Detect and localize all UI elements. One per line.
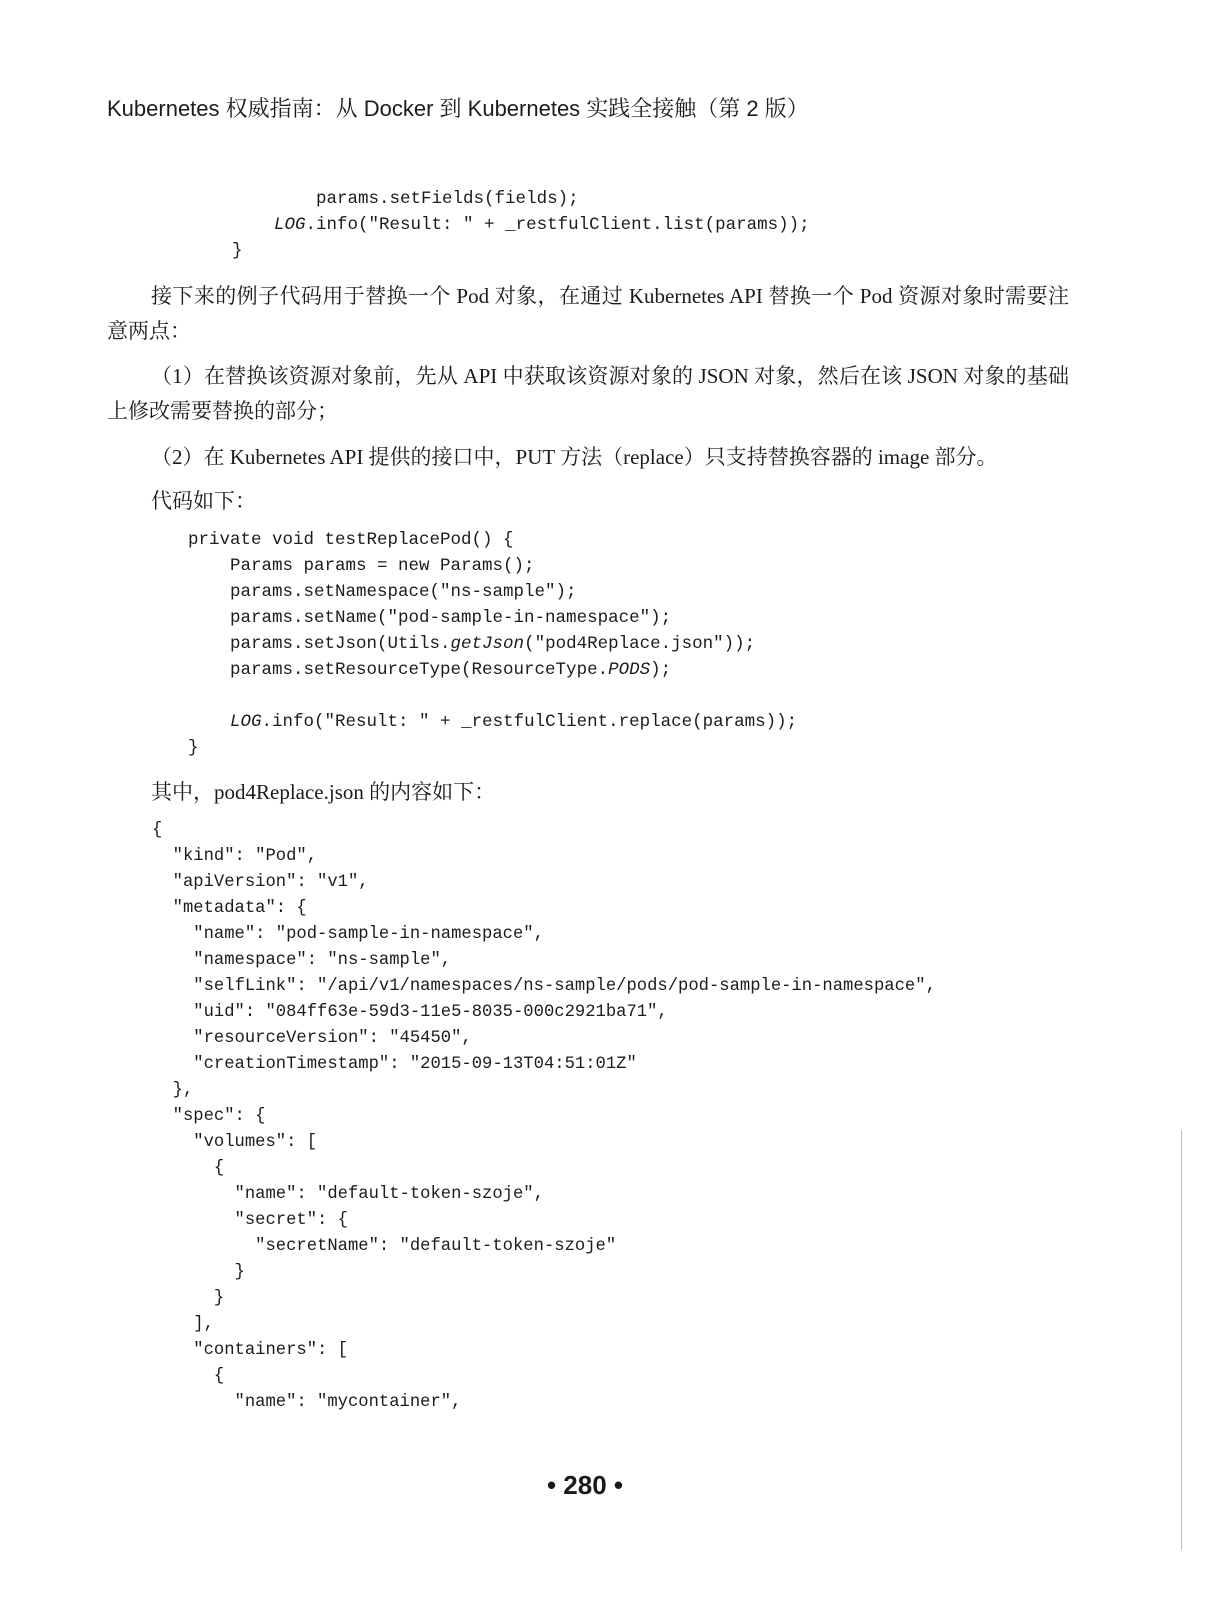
- paragraph-text: 其中，pod4Replace.json 的内容如下：: [151, 780, 496, 804]
- code-text: .info("Result: " + _restfulClient.list(params));: [305, 215, 810, 235]
- paragraph-code-intro: [107, 484, 1069, 519]
- code-line: private void testReplacePod() {: [188, 530, 514, 550]
- scan-edge-line: [1181, 1130, 1182, 1550]
- code-line: "volumes": [: [152, 1133, 318, 1152]
- paragraph-intro: [107, 279, 1069, 349]
- code-line: },: [152, 1081, 194, 1100]
- code-line: "apiVersion": "v1",: [152, 873, 369, 892]
- page-number: • 280 •: [546, 1470, 624, 1500]
- code-line: [190, 186, 810, 212]
- code-line: }: [152, 1263, 245, 1282]
- paragraph-point-1: [107, 359, 1069, 429]
- code-line: }: [152, 1289, 225, 1308]
- code-line: "creationTimestamp": "2015-09-13T04:51:01Z": [152, 1055, 637, 1074]
- code-line: [188, 709, 797, 735]
- code-line: "resourceVersion": "45450",: [152, 1029, 472, 1048]
- code-text: );: [650, 660, 672, 680]
- code-block-json: [152, 818, 936, 1416]
- code-text: params.setFields(fields);: [232, 189, 579, 209]
- code-text: }: [190, 241, 243, 261]
- code-line: params.setName("pod-sample-in-namespace");: [188, 608, 672, 628]
- code-line: "secretName": "default-token-szoje": [152, 1237, 617, 1256]
- code-line: "name": "default-token-szoje",: [152, 1185, 544, 1204]
- code-text: .info("Result: " + _restfulClient.replace(params));: [261, 712, 798, 732]
- code-line: "containers": [: [152, 1341, 348, 1360]
- code-italic: getJson: [450, 634, 525, 654]
- code-line: "name": "pod-sample-in-namespace",: [152, 925, 544, 944]
- code-line: [188, 631, 797, 657]
- paragraph-point-2: [107, 440, 1069, 475]
- code-line: "selfLink": "/api/v1/namespaces/ns-sample/pods/pod-sample-in-namespace",: [152, 977, 936, 996]
- code-line: }: [188, 738, 199, 758]
- code-line: params.setNamespace("ns-sample");: [188, 582, 577, 602]
- code-text: ("pod4Replace.json"));: [524, 634, 756, 654]
- code-line: [190, 238, 810, 264]
- code-italic: LOG: [274, 215, 306, 235]
- code-line: "metadata": {: [152, 899, 307, 918]
- code-text: params.setJson(Utils.: [188, 634, 451, 654]
- code-line: Params params = new Params();: [188, 556, 535, 576]
- code-line: ],: [152, 1315, 214, 1334]
- code-line: [188, 657, 797, 683]
- code-text: params.setResourceType(ResourceType.: [188, 660, 609, 680]
- code-line: "namespace": "ns-sample",: [152, 951, 452, 970]
- paragraph-text: 接下来的例子代码用于替换一个 Pod 对象，在通过 Kubernetes API 替换一个 Pod 资源对象时需要注意两点：: [107, 284, 1069, 343]
- code-line: "secret": {: [152, 1211, 348, 1230]
- code-italic: PODS: [608, 660, 651, 680]
- code-line: {: [152, 1367, 225, 1386]
- code-block-list: [190, 186, 810, 264]
- code-line: "name": "mycontainer",: [152, 1393, 462, 1412]
- running-header: Kubernetes 权威指南：从 Docker 到 Kubernetes 实践全接触（第 2 版）: [107, 96, 809, 121]
- code-line: "spec": {: [152, 1107, 266, 1126]
- code-line: "uid": "084ff63e-59d3-11e5-8035-000c2921ba71",: [152, 1003, 668, 1022]
- code-line: [190, 212, 810, 238]
- paragraph-text: （1）在替换该资源对象前，先从 API 中获取该资源对象的 JSON 对象，然后在该 JSON 对象的基础上修改需要替换的部分；: [107, 364, 1069, 423]
- paragraph-json-intro: [107, 775, 1069, 810]
- code-block-replace: [188, 527, 797, 761]
- code-line: {: [152, 1159, 225, 1178]
- code-line: "kind": "Pod",: [152, 847, 318, 866]
- paragraph-text: （2）在 Kubernetes API 提供的接口中，PUT 方法（replace）只支持替换容器的 image 部分。: [151, 445, 998, 469]
- code-line: {: [152, 821, 163, 840]
- paragraph-text: 代码如下：: [151, 489, 256, 513]
- code-italic: LOG: [230, 712, 262, 732]
- code-line-blank: [188, 683, 797, 709]
